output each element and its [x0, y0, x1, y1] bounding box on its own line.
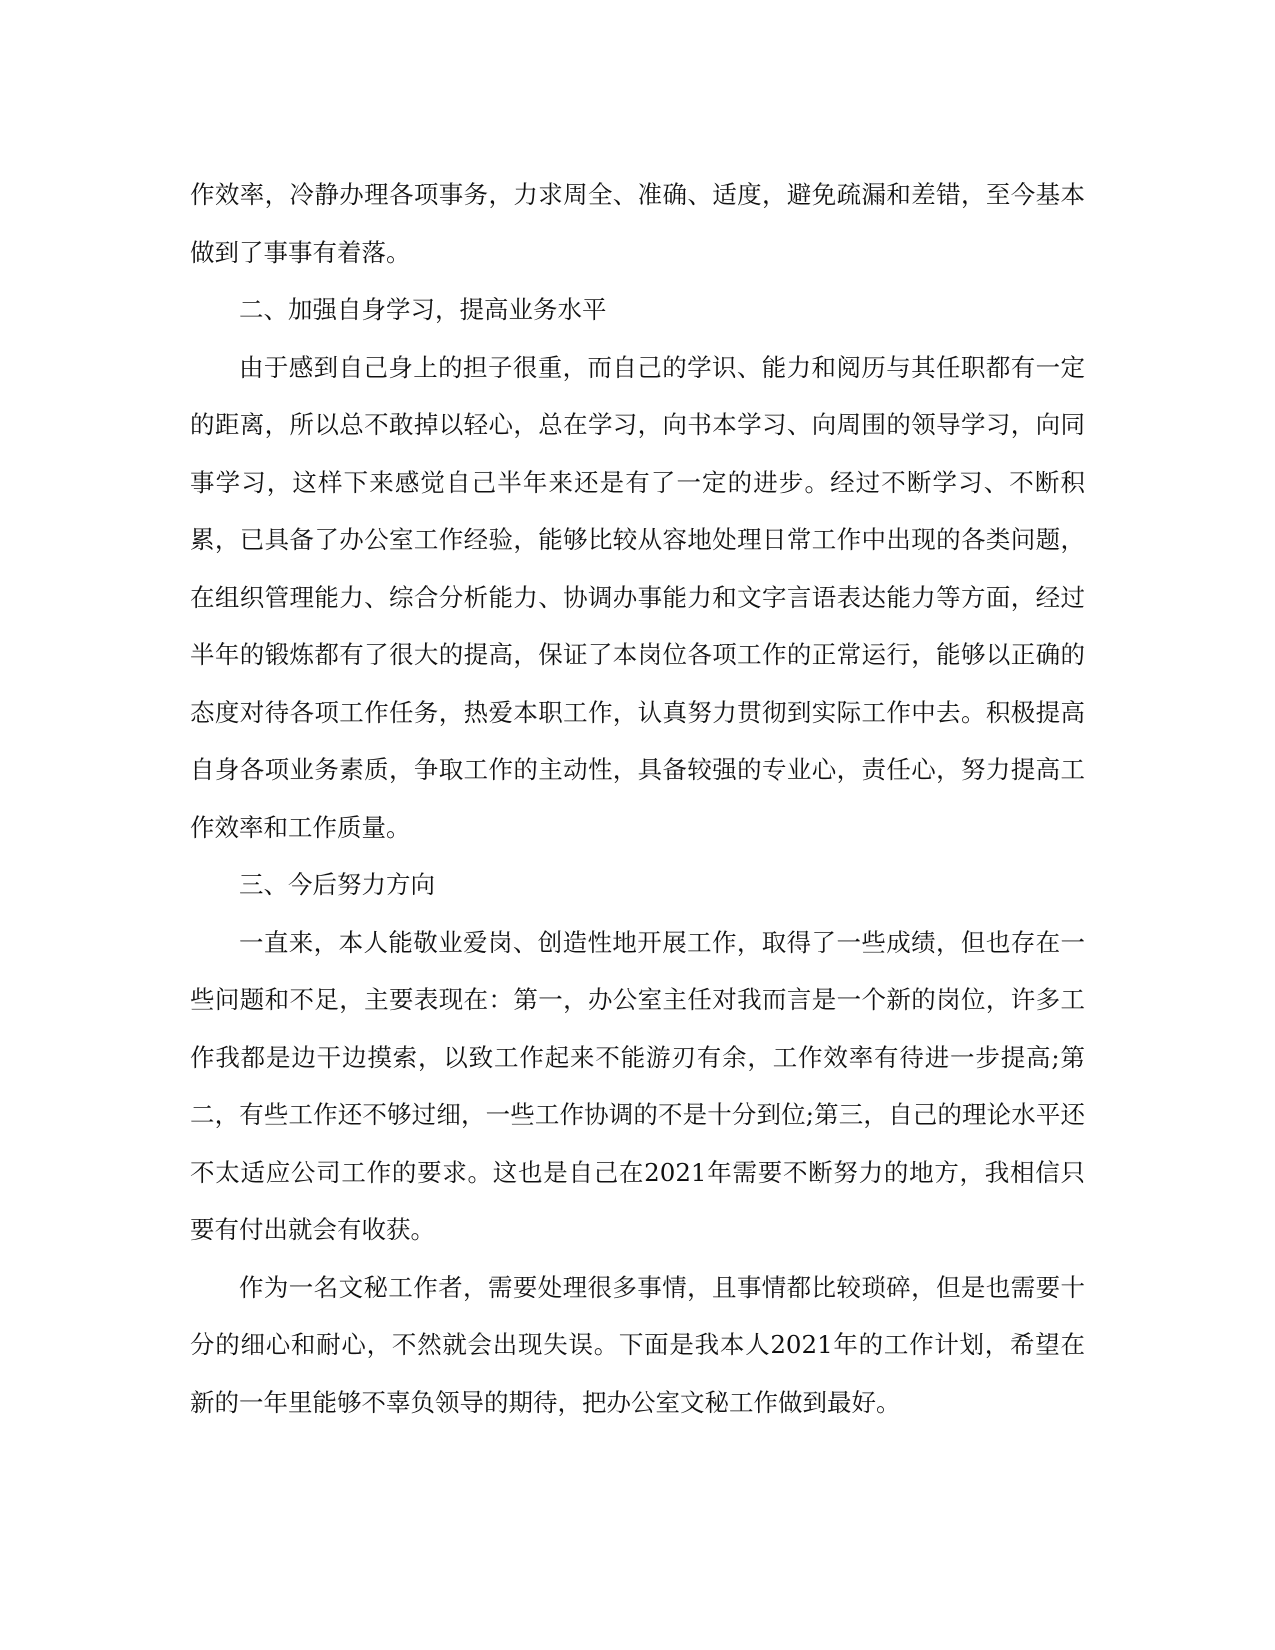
section-heading-2: 二、加强自身学习，提高业务水平: [239, 295, 607, 324]
section-heading-3: 三、今后努力方向: [239, 870, 435, 899]
document-body: [190, 166, 1085, 1431]
paragraph-study: 由于感到自己身上的担子很重，而自己的学识、能力和阅历与其任职都有一定的距离，所以总不敢掉以轻心，总在学习，向书本学习、向周围的领导学习，向同事学习，这样下来感觉自己半年来还是有了一定的进步。经过不断学习、不断积累，已具备了办公室工作经验，能够比较从容地处理日常工作中出现的各类问题，在组织管理能力、综合分析能力、协调办事能力和文字言语表达能力等方面，经过半年的锻炼都有了很大的提高，保证了本岗位各项工作的正常运行，能够以正确的态度对待各项工作任务，热爱本职工作，认真努力贯彻到实际工作中去。积极提高自身各项业务素质，争取工作的主动性，具备较强的专业心，责任心，努力提高工作效率和工作质量。: [190, 352, 1085, 842]
paragraph-plan-intro: 作为一名文秘工作者，需要处理很多事情，且事情都比较琐碎，但是也需要十分的细心和耐心，不然就会出现失误。下面是我本人2021年的工作计划，希望在新的一年里能够不辜负领导的期待，把办公室文秘工作做到最好。: [190, 1272, 1085, 1417]
paragraph-shortcomings: 一直来，本人能敬业爱岗、创造性地开展工作，取得了一些成绩，但也存在一些问题和不足，主要表现在：第一，办公室主任对我而言是一个新的岗位，许多工作我都是边干边摸索，以致工作起来不能游刃有余，工作效率有待进一步提高;第二，有些工作还不够过细，一些工作协调的不是十分到位;第三，自己的理论水平还不太适应公司工作的要求。这也是自己在2021年需要不断努力的地方，我相信只要有付出就会有收获。: [190, 927, 1085, 1244]
paragraph-continuation: 作效率，冷静办理各项事务，力求周全、准确、适度，避免疏漏和差错，至今基本做到了事事有着落。: [190, 180, 1085, 267]
